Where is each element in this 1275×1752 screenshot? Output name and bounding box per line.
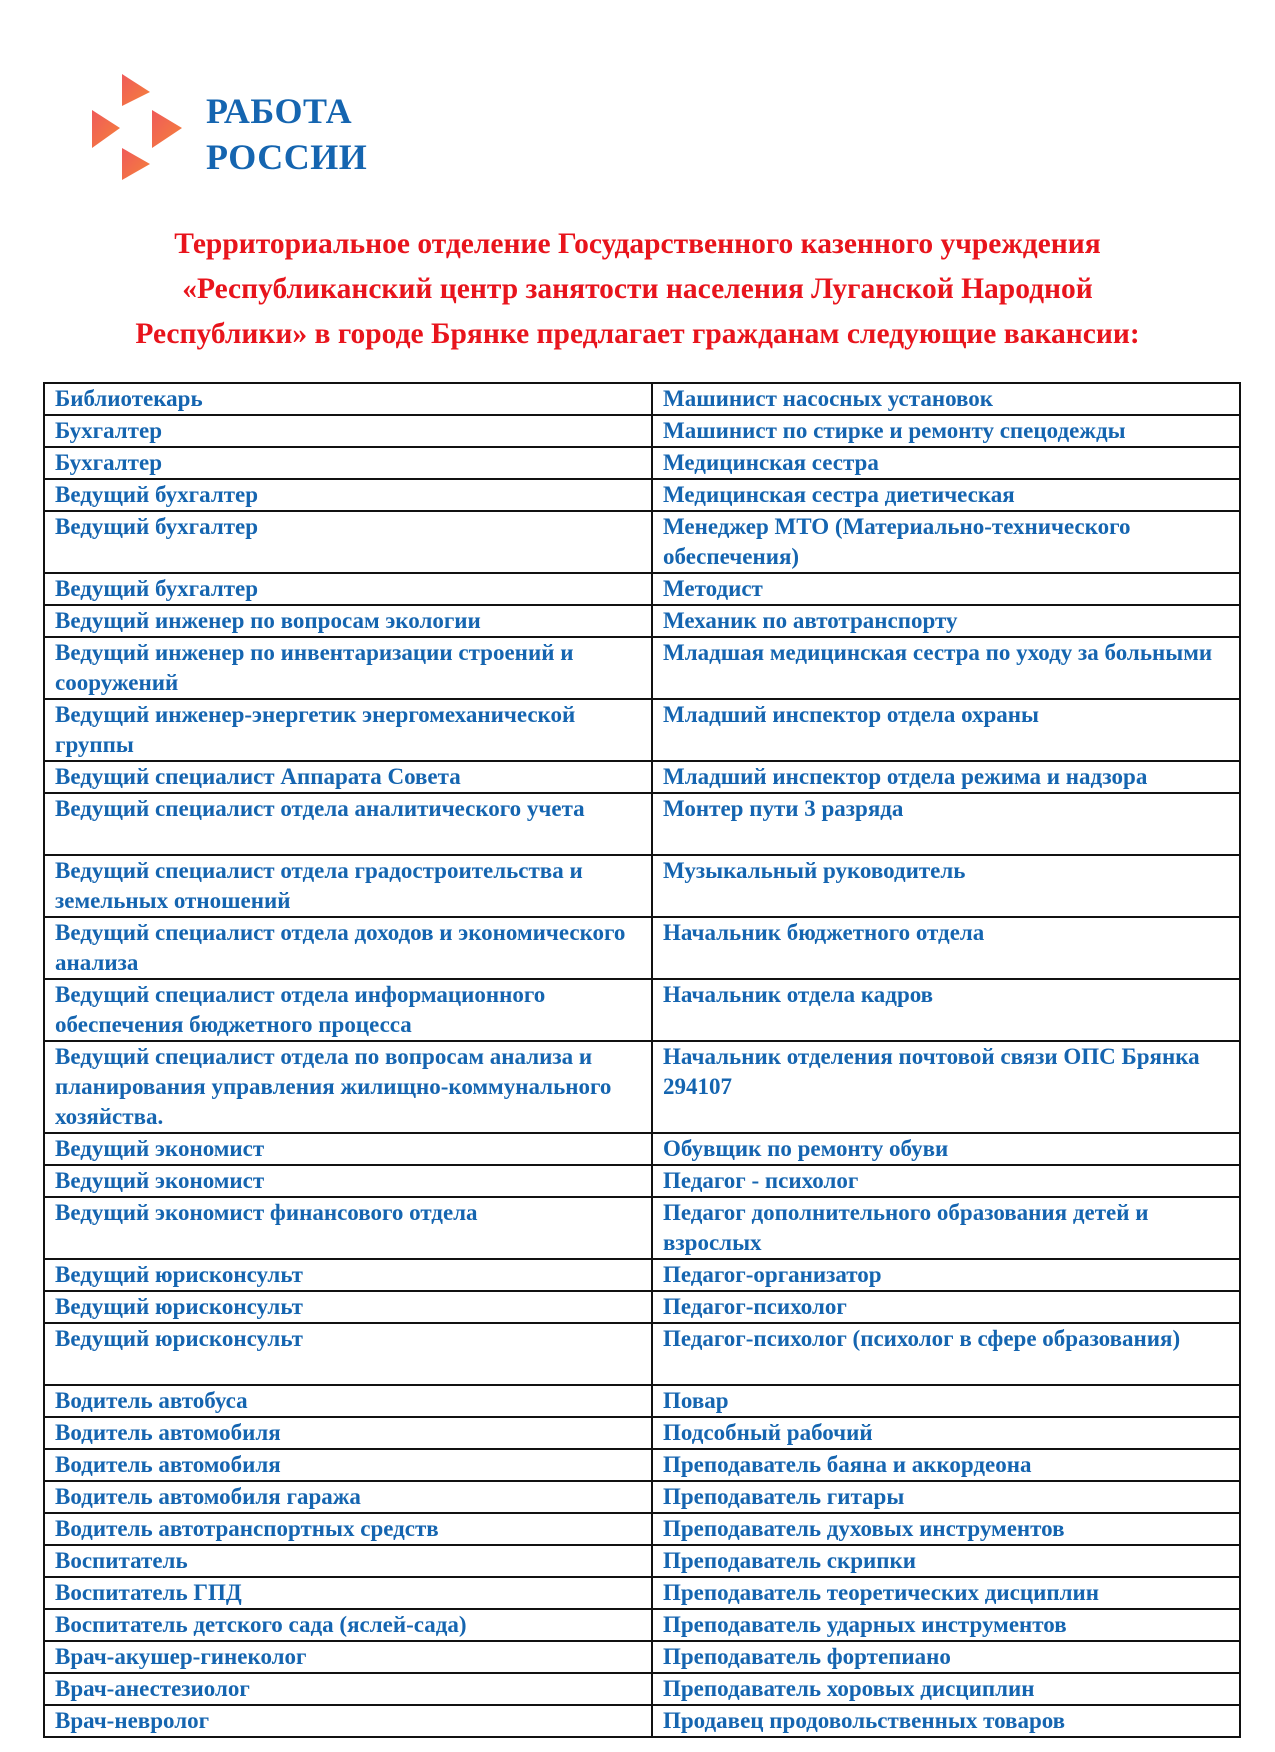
vacancy-cell-left: Ведущий инженер по вопросам экологии [44,605,652,637]
vacancy-cell-right: Педагог-психолог [652,1291,1240,1323]
vacancy-cell-right: Медицинская сестра диетическая [652,479,1240,511]
vacancy-cell-right: Повар [652,1385,1240,1417]
title-line-2: «Республиканский центр занятости населения Луганской Народной [182,273,1093,305]
vacancy-cell-left: Ведущий юрисконсульт [44,1323,652,1385]
table-row [44,855,1240,917]
table-row [44,383,1240,415]
table-row [44,1323,1240,1385]
vacancy-cell-left: Ведущий бухгалтер [44,573,652,605]
vacancy-cell-left: Ведущий специалист отдела доходов и экономического анализа [44,917,652,979]
vacancy-cell-left: Ведущий экономист финансового отдела [44,1197,652,1259]
vacancy-cell-right: Механик по автотранспорту [652,605,1240,637]
table-row [44,479,1240,511]
vacancy-cell-left: Бухгалтер [44,415,652,447]
vacancy-cell-right: Преподаватель скрипки [652,1545,1240,1577]
logo-arrow-left [92,110,120,148]
vacancy-cell-right: Менеджер МТО (Материально-технического обеспечения) [652,511,1240,573]
vacancy-cell-right: Подсобный рабочий [652,1417,1240,1449]
table-row [44,1673,1240,1705]
table-row [44,447,1240,479]
vacancy-cell-left: Воспитатель [44,1545,652,1577]
logo-arrow-top [122,74,150,106]
vacancy-cell-right: Педагог - психолог [652,1165,1240,1197]
logo-arrow-bottom [122,148,150,180]
table-row [44,1481,1240,1513]
vacancy-cell-left: Ведущий инженер-энергетик энергомеханической группы [44,699,652,761]
vacancy-cell-left: Водитель автомобиля [44,1417,652,1449]
table-row [44,1545,1240,1577]
table-row [44,979,1240,1041]
table-row [44,415,1240,447]
brand-line-2: РОССИИ [206,137,368,177]
table-row [44,1417,1240,1449]
vacancy-cell-right: Начальник бюджетного отдела [652,917,1240,979]
vacancy-cell-left: Ведущий специалист отдела градостроительства и земельных отношений [44,855,652,917]
vacancy-cell-right: Музыкальный руководитель [652,855,1240,917]
vacancy-cell-right: Преподаватель хоровых дисциплин [652,1673,1240,1705]
table-row [44,1197,1240,1259]
vacancy-cell-right: Преподаватель духовых инструментов [652,1513,1240,1545]
table-row [44,1641,1240,1673]
vacancy-cell-right: Начальник отдела кадров [652,979,1240,1041]
brand-name [206,88,367,180]
table-row [44,917,1240,979]
vacancy-cell-right: Преподаватель теоретических дисциплин [652,1577,1240,1609]
vacancy-cell-left: Ведущий специалист Аппарата Совета [44,761,652,793]
vacancy-cell-right: Медицинская сестра [652,447,1240,479]
vacancy-cell-left: Ведущий специалист отдела по вопросам анализа и планирования управления жилищно-коммунального хозяйства. [44,1041,652,1133]
vacancies-table [43,382,1241,1738]
vacancy-cell-left: Ведущий инженер по инвентаризации строений и сооружений [44,637,652,699]
table-row [44,761,1240,793]
vacancy-cell-right: Преподаватель баяна и аккордеона [652,1449,1240,1481]
vacancy-cell-left: Врач-акушер-гинеколог [44,1641,652,1673]
vacancy-cell-left: Водитель автотранспортных средств [44,1513,652,1545]
table-row [44,1385,1240,1417]
logo-arrow-right [152,110,182,148]
vacancy-cell-right: Обувщик по ремонту обуви [652,1133,1240,1165]
vacancy-cell-left: Ведущий экономист [44,1165,652,1197]
table-row [44,1041,1240,1133]
vacancy-cell-right: Монтер пути 3 разряда [652,793,1240,855]
table-row [44,1165,1240,1197]
title-line-3: Республики» в городе Брянке предлагает гражданам следующие вакансии: [135,318,1140,350]
table-row [44,699,1240,761]
vacancies-table-body [44,383,1240,1737]
vacancy-cell-left: Ведущий бухгалтер [44,479,652,511]
vacancy-cell-right: Машинист насосных установок [652,383,1240,415]
vacancy-cell-left: Бухгалтер [44,447,652,479]
table-row [44,511,1240,573]
vacancy-cell-right: Машинист по стирке и ремонту спецодежды [652,415,1240,447]
vacancy-cell-left: Ведущий бухгалтер [44,511,652,573]
vacancy-cell-right: Младшая медицинская сестра по уходу за больными [652,637,1240,699]
table-row [44,637,1240,699]
vacancy-cell-left: Ведущий специалист отдела информационного обеспечения бюджетного процесса [44,979,652,1041]
rabota-rossii-logo-icon [88,70,198,180]
vacancy-cell-left: Водитель автобуса [44,1385,652,1417]
vacancy-cell-right: Педагог-организатор [652,1259,1240,1291]
page-title [40,222,1235,357]
table-row [44,1449,1240,1481]
title-line-1: Территориальное отделение Государственного казенного учреждения [174,228,1101,260]
table-row [44,1259,1240,1291]
table-row [44,573,1240,605]
vacancy-cell-right: Преподаватель гитары [652,1481,1240,1513]
vacancy-cell-left: Водитель автомобиля [44,1449,652,1481]
vacancy-cell-right: Продавец продовольственных товаров [652,1705,1240,1737]
table-row [44,1513,1240,1545]
table-row [44,1705,1240,1737]
vacancy-cell-left: Ведущий юрисконсульт [44,1259,652,1291]
vacancy-cell-left: Ведущий юрисконсульт [44,1291,652,1323]
table-row [44,1133,1240,1165]
table-row [44,1291,1240,1323]
table-row [44,605,1240,637]
vacancy-cell-left: Врач-невролог [44,1705,652,1737]
table-row [44,1577,1240,1609]
vacancy-cell-left: Врач-анестезиолог [44,1673,652,1705]
table-row [44,793,1240,855]
vacancy-cell-left: Воспитатель детского сада (яслей-сада) [44,1609,652,1641]
vacancy-cell-right: Педагог дополнительного образования детей и взрослых [652,1197,1240,1259]
vacancy-cell-right: Педагог-психолог (психолог в сфере образования) [652,1323,1240,1385]
vacancy-cell-left: Ведущий специалист отдела аналитического учета [44,793,652,855]
vacancy-cell-left: Воспитатель ГПД [44,1577,652,1609]
vacancy-cell-right: Начальник отделения почтовой связи ОПС Брянка 294107 [652,1041,1240,1133]
vacancy-cell-right: Младший инспектор отдела охраны [652,699,1240,761]
vacancy-cell-right: Младший инспектор отдела режима и надзора [652,761,1240,793]
table-row [44,1609,1240,1641]
vacancy-cell-left: Водитель автомобиля гаража [44,1481,652,1513]
vacancy-cell-left: Ведущий экономист [44,1133,652,1165]
vacancy-cell-right: Преподаватель ударных инструментов [652,1609,1240,1641]
brand-line-1: РАБОТА [206,91,353,131]
vacancy-cell-right: Преподаватель фортепиано [652,1641,1240,1673]
vacancy-cell-left: Библиотекарь [44,383,652,415]
vacancy-cell-right: Методист [652,573,1240,605]
